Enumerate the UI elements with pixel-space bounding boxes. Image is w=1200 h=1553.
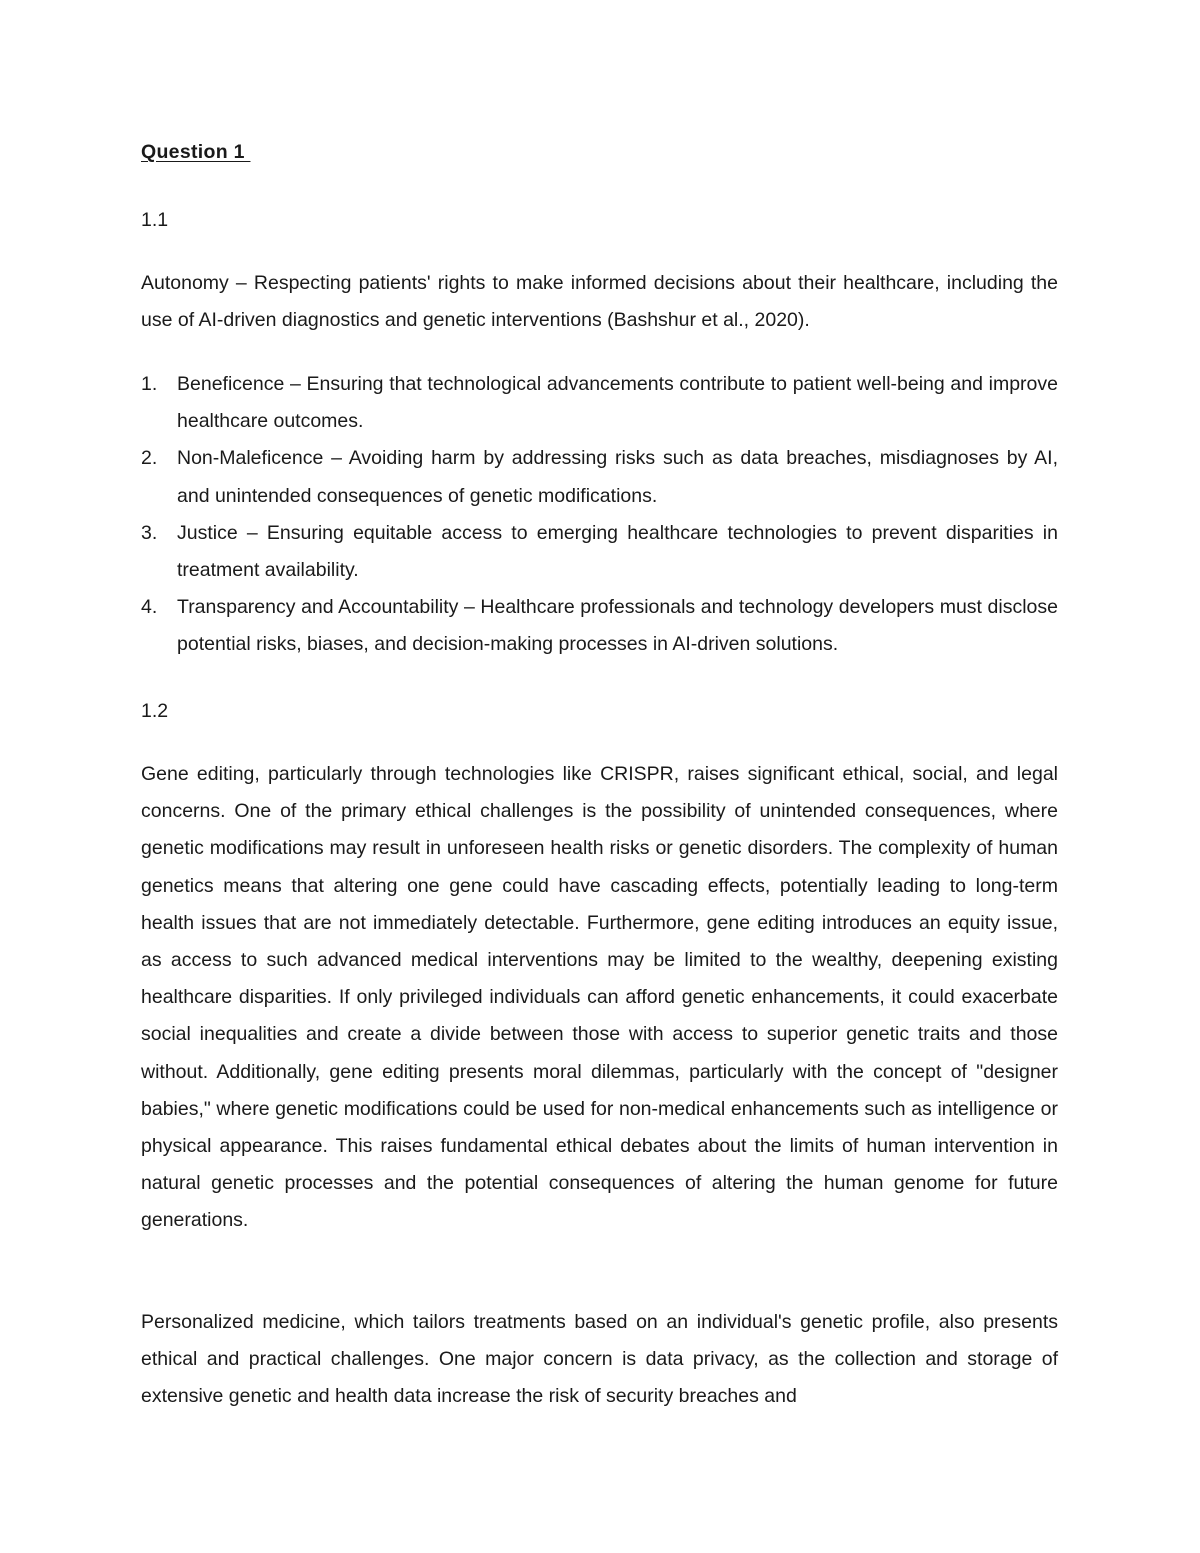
section-number-1-1: 1.1 xyxy=(141,209,169,231)
list-item xyxy=(141,515,1058,589)
list-item-number: 2. xyxy=(141,447,158,470)
list-item-text: Transparency and Accountability – Healthcare professionals and technology developers must disclose potential risks, biases, and decision-making processes in AI-driven solutions. xyxy=(177,596,1058,656)
gene-editing-paragraph: Gene editing, particularly through technologies like CRISPR, raises significant ethical, social, and legal concerns. One of the primary ethical challenges is the possibility of unintended consequences, where genetic modifications may result in unforeseen health risks or genetic disorders. The complexity of human genetics means that altering one gene could have cascading effects, potentially leading to long-term health issues that are not immediately detectable. Furthermore, gene editing introduces an equity issue, as access to such advanced medical interventions may be limited to the wealthy, deepening existing healthcare disparities. If only privileged individuals can afford genetic enhancements, it could exacerbate social inequalities and create a divide between those with access to superior genetic traits and those without. Additionally, gene editing presents moral dilemmas, particularly with the concept of "designer babies," where genetic modifications could be used for non-medical enhancements such as intelligence or physical appearance. This raises fundamental ethical debates about the limits of human intervention in natural genetic processes and the potential consequences of altering the human genome for future generations. xyxy=(141,763,1058,1232)
list-item-text: Justice – Ensuring equitable access to emerging healthcare technologies to prevent disparities in treatment availability. xyxy=(177,521,1058,582)
section-number-1-2: 1.2 xyxy=(141,700,169,722)
personalized-medicine-paragraph: Personalized medicine, which tailors treatments based on an individual's genetic profile, also presents ethical and practical challenges. One major concern is data privacy, as the collection and storage of extensive genetic and health data increase the risk of security breaches and xyxy=(141,1311,1058,1408)
list-item-text: Beneficence – Ensuring that technological advancements contribute to patient well-being and improve healthcare outcomes. xyxy=(177,373,1058,433)
list-item xyxy=(141,440,1058,514)
list-item-text: Non-Maleficence – Avoiding harm by addressing risks such as data breaches, misdiagnoses by AI, and unintended consequences of genetic modifications. xyxy=(177,447,1058,507)
list-item xyxy=(141,366,1058,440)
principles-list xyxy=(141,366,1058,664)
autonomy-paragraph: Autonomy – Respecting patients' rights to make informed decisions about their healthcare, including the use of AI-driven diagnostics and genetic interventions (Bashshur et al., 2020). xyxy=(141,272,1058,332)
list-item-number: 3. xyxy=(141,521,158,544)
list-item-number: 4. xyxy=(141,596,158,619)
question-title: Question 1 xyxy=(141,141,251,163)
document-page xyxy=(141,0,1058,1553)
list-item-number: 1. xyxy=(141,373,158,395)
list-item xyxy=(141,589,1058,663)
